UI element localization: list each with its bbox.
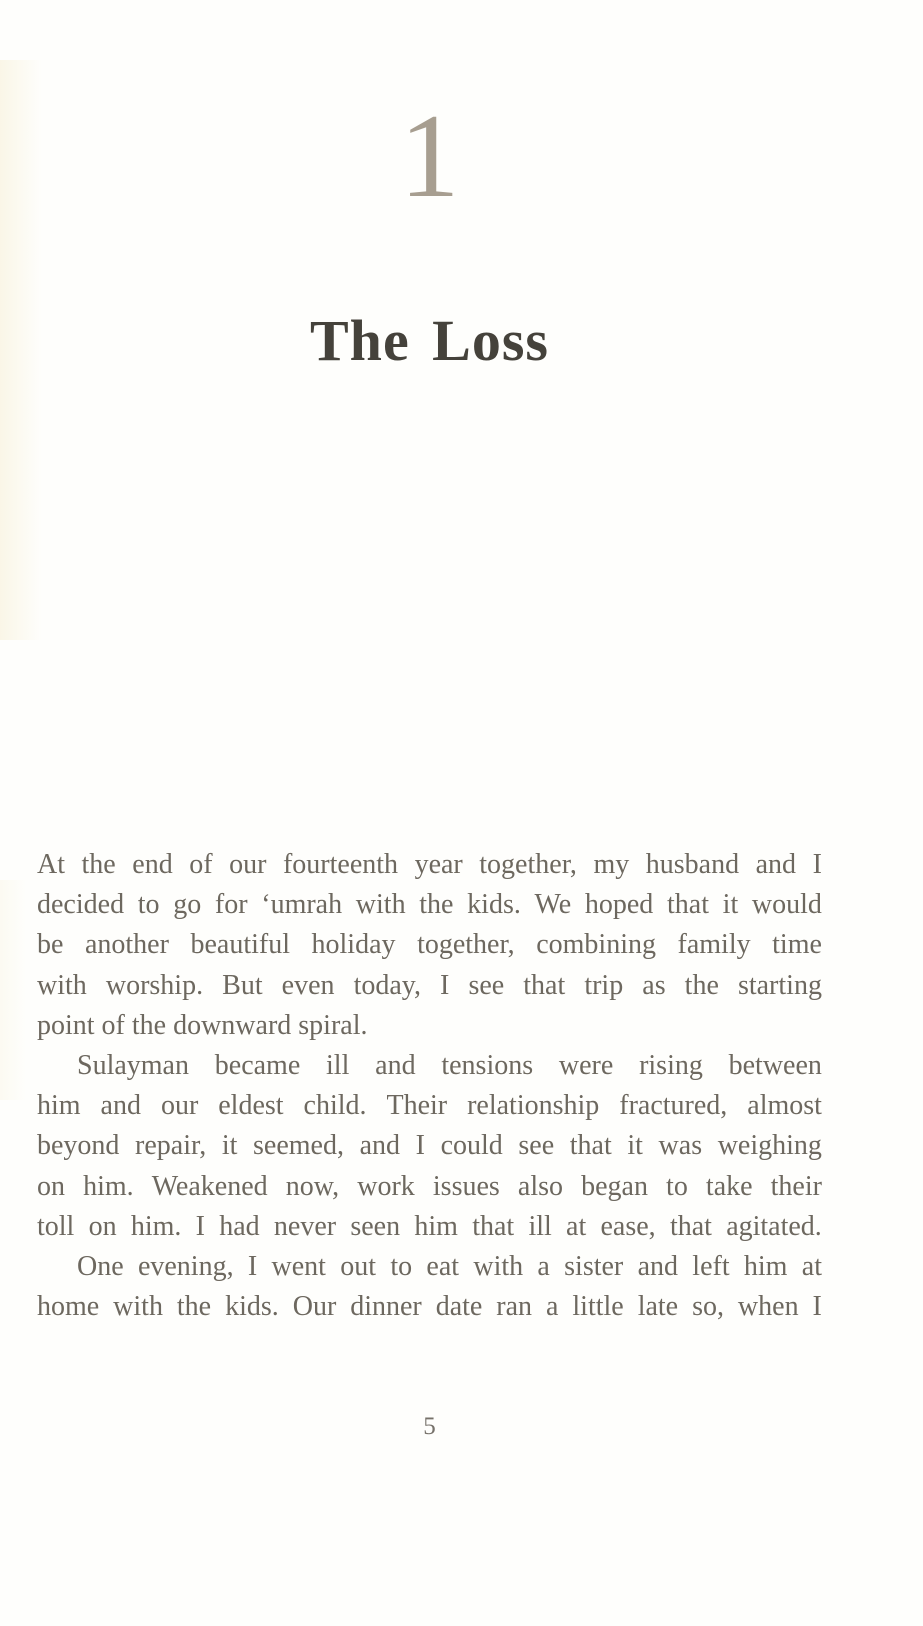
- text-line: on him. Weakened now, work issues also began to take their: [37, 1170, 822, 1202]
- text-line: beyond repair, it seemed, and I could see that it was weighing: [37, 1130, 822, 1162]
- paragraph-3: [37, 1247, 822, 1327]
- text-line: him and our eldest child. Their relationship fractured, almost: [37, 1090, 822, 1122]
- body-text: [37, 845, 822, 1327]
- scan-edge-shading: [0, 60, 42, 640]
- text-line: decided to go for ‘umrah with the kids. We hoped that it would: [37, 889, 822, 921]
- page-number: 5: [423, 1413, 436, 1440]
- paragraph-1: [37, 845, 822, 1046]
- text-line: At the end of our fourteenth year together, my husband and I: [37, 849, 822, 880]
- text-line: with worship. But even today, I see that trip as the starting: [37, 969, 822, 1001]
- chapter-title: The Loss: [310, 308, 549, 373]
- scan-edge-shading-lower: [0, 880, 26, 1100]
- text-line: be another beautiful holiday together, combining family time: [37, 929, 822, 961]
- text-line: Sulayman became ill and tensions were rising between: [77, 1049, 822, 1081]
- paragraph-2: [37, 1046, 822, 1247]
- text-line: toll on him. I had never seen him that ill at ease, that agitated.: [37, 1210, 822, 1242]
- text-line: point of the downward spiral.: [37, 1009, 368, 1041]
- text-line: home with the kids. Our dinner date ran a little late so, when I: [37, 1291, 822, 1323]
- chapter-number: 1: [399, 89, 460, 222]
- text-line: One evening, I went out to eat with a sister and left him at: [77, 1250, 822, 1282]
